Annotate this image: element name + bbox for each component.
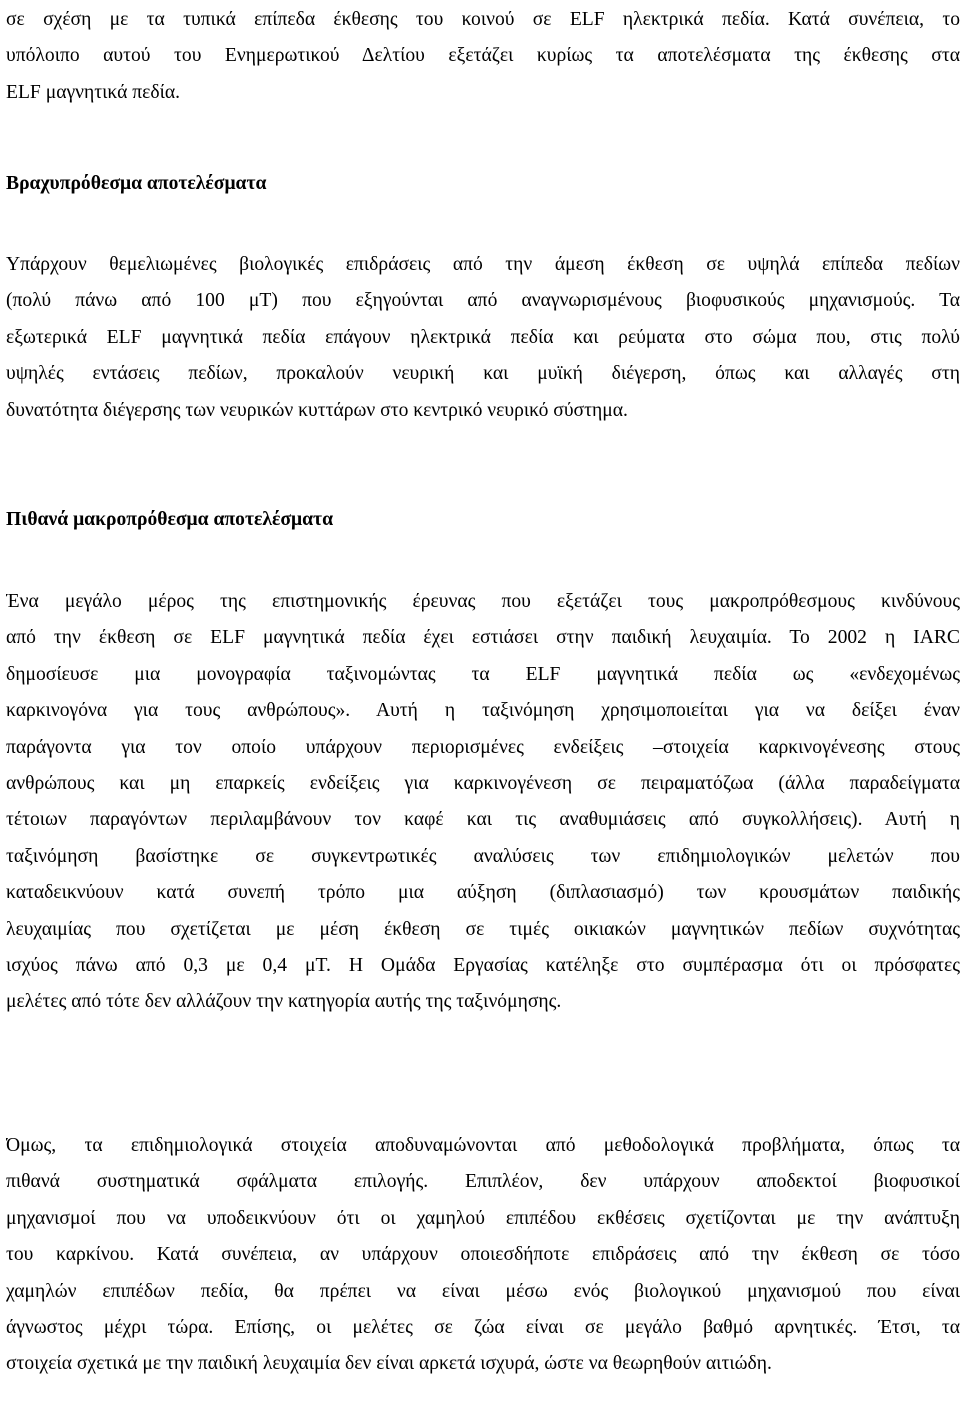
text-line: ανθρώπους και μη επαρκείς ενδείξεις για καρκινογένεση σε πειραματόζωα (άλλα παραδείγματα — [6, 772, 960, 794]
text-line: ELF μαγνητικά πεδία. — [6, 81, 181, 103]
text-line: παράγοντα για τον οποίο υπάρχουν περιορισμένες ενδείξεις –στοιχεία καρκινογένεσης στους — [6, 736, 960, 758]
text-line: πιθανά συστηματικά σφάλματα επιλογής. Επιπλέον, δεν υπάρχουν αποδεκτοί βιοφυσικοί — [6, 1171, 960, 1193]
text-line: σε σχέση με τα τυπικά επίπεδα έκθεσης του κοινού σε ELF ηλεκτρικά πεδία. Κατά συνέπεια, το — [6, 9, 960, 30]
section-short-term — [6, 166, 960, 202]
text-line: Ένα μεγάλο μέρος της επιστημονικής έρευνας που εξετάζει τους μακροπρόθεσμους κινδύνους — [6, 591, 960, 612]
text-line: στοιχεία σχετικά με την παιδική λευχαιμία δεν είναι αρκετά ισχυρά, ώστε να θεωρηθούν αιτιώδη. — [6, 1353, 772, 1375]
text-line: Όμως, τα επιδημιολογικά στοιχεία αποδυναμώνονται από μεθοδολογικά προβλήματα, όπως τα — [6, 1135, 960, 1156]
text-line: υψηλές εντάσεις πεδίων, προκαλούν νευρική και μυϊκή διέγερση, όπως και αλλαγές στη — [6, 363, 960, 385]
section-heading: Βραχυπρόθεσμα αποτελέσματα — [6, 173, 267, 194]
text-line: άγνωστος μέχρι τώρα. Επίσης, οι μελέτες σε ζώα είναι σε μεγάλο βαθμό αρνητικές. Έτσι, τα — [6, 1316, 960, 1338]
text-line: καρκινογόνα για τους ανθρώπους». Αυτή η ταξινόμηση χρησιμοποιείται για να δείξει έναν — [6, 700, 960, 722]
text-line: (πολύ πάνω από 100 μT) που εξηγούνται από αναγνωρισμένους βιοφυσικούς μηχανισμούς. Τα — [6, 290, 960, 312]
paragraph-long-term — [6, 584, 960, 1021]
section-long-term — [6, 502, 960, 538]
paragraph-short-term — [6, 247, 960, 429]
text-line: δημοσίευσε μια μονογραφία ταξινομώντας τα ELF μαγνητικά πεδία ως «ενδεχομένως — [6, 663, 960, 685]
text-line: δυνατότητα διέγερσης των νευρικών κυττάρων στο κεντρικό νευρικό σύστημα. — [6, 399, 628, 421]
text-line: καταδεικνύουν κατά συνεπή τρόπο μια αύξηση (διπλασιασμό) των κρουσμάτων παιδικής — [6, 882, 960, 904]
paragraph-however — [6, 1128, 960, 1383]
text-line: λευχαιμίας που σχετίζεται με μέση έκθεση σε τιμές οικιακών μαγνητικών πεδίων συχνότητας — [6, 918, 960, 940]
text-line: ταξινόμηση βασίστηκε σε συγκεντρωτικές αναλύσεις των επιδημιολογικών μελετών που — [6, 845, 960, 867]
text-line: υπόλοιπο αυτού του Ενημερωτικού Δελτίου εξετάζει κυρίως τα αποτελέσματα της έκθεσης στα — [6, 45, 960, 67]
text-line: Υπάρχουν θεμελιωμένες βιολογικές επιδράσεις από την άμεση έκθεση σε υψηλά επίπεδα πεδίων — [6, 254, 960, 275]
text-line: εξωτερικά ELF μαγνητικά πεδία επάγουν ηλεκτρικά πεδία και ρεύματα στο σώμα που, στις πολύ — [6, 326, 960, 348]
text-line: μηχανισμοί που να υποδεικνύουν ότι οι χαμηλού επιπέδου εκθέσεις σχετίζονται με την ανάπτυξη — [6, 1207, 960, 1229]
section-heading: Πιθανά μακροπρόθεσμα αποτελέσματα — [6, 509, 334, 530]
paragraph-intro — [6, 2, 960, 111]
text-line: τέτοιων παραγόντων περιλαμβάνουν τον καφέ και τις αναθυμιάσεις από συγκολλήσεις). Αυτή η — [6, 809, 960, 831]
text-line: του καρκίνου. Κατά συνέπεια, αν υπάρχουν οποιεσδήποτε επιδράσεις από την έκθεση σε τόσο — [6, 1244, 960, 1266]
text-line: μελέτες από τότε δεν αλλάζουν την κατηγορία αυτής της ταξινόμησης. — [6, 991, 562, 1013]
text-line: από την έκθεση σε ELF μαγνητικά πεδία έχει εστιάσει στην παιδική λευχαιμία. Το 2002 η IARC — [6, 627, 960, 649]
text-line: ισχύος πάνω από 0,3 με 0,4 μT. Η Ομάδα Εργασίας κατέληξε στο συμπέρασμα ότι οι πρόσφατες — [6, 954, 960, 976]
text-line: χαμηλών επιπέδων πεδία, θα πρέπει να είναι μέσω ενός βιολογικού μηχανισμού που είναι — [6, 1280, 960, 1302]
